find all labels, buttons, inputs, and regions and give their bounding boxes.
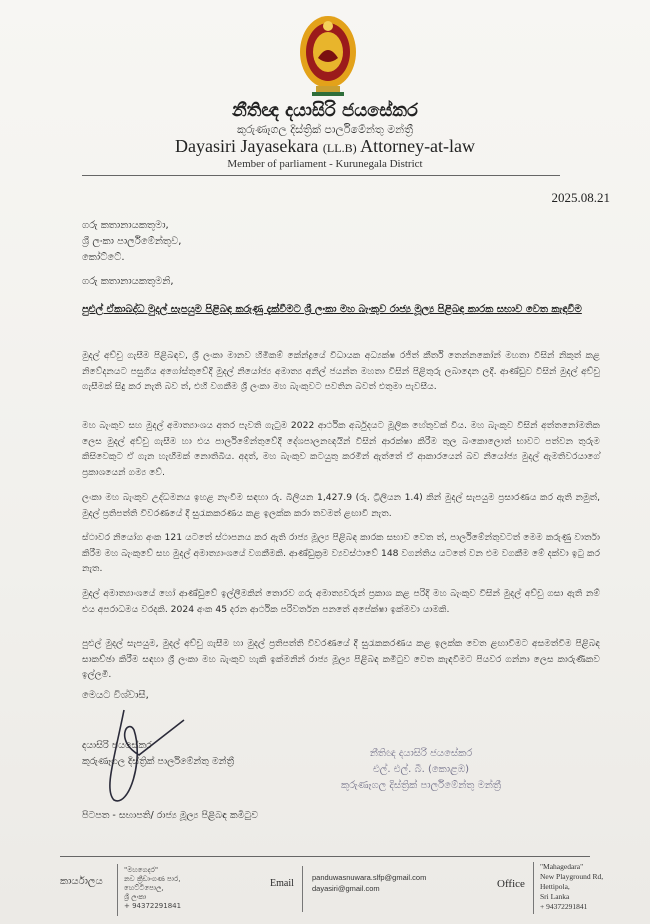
footer-email[interactable]: dayasiri@gmail.com [312, 884, 380, 893]
addressee-line: කෝට්ටේ. [82, 252, 125, 263]
sender-name-english [0, 136, 650, 157]
copy-to-line: පිටපත - සභාපති/ රාජ්‍ය මූල්‍ය පිළිබඳ කමිටුව [82, 810, 259, 821]
sender-name: Dayasiri Jayasekara [174, 136, 319, 156]
signature-title: කුරුණෑගල දිස්ත්‍රික් පාර්ලිමේන්තු මන්ත්‍රී [82, 756, 235, 767]
footer-separator [533, 862, 534, 914]
sender-title-english: Member of parliament - Kurunegala District [227, 158, 423, 170]
sender-profession: Attorney-at-law [360, 136, 476, 156]
sender-name-sinhala: නීතිඥ දයාසිරි ජයසේකර [232, 100, 418, 121]
footer-address-line: + 94372291841 [540, 902, 588, 911]
footer-address-sinhala [124, 866, 181, 911]
header-divider [82, 175, 560, 176]
footer-address-line: ශ්‍රී ලංකා [124, 893, 147, 901]
footer-email[interactable]: panduwasnuwara.slfp@gmail.com [312, 873, 427, 882]
sender-degree: (LL.B) [322, 141, 357, 155]
official-stamp [296, 746, 546, 794]
footer-address-line: "Mahagedara" [540, 862, 584, 871]
footer-divider [60, 856, 590, 857]
body-paragraph: මහ බැංකුව සහ මුදල් අමාත්‍යාංශය අතර පැවති ගැටුම 2022 ආර්ථික අර්බුදයට මූලික හේතුවක් විය. මහ බැංකුව විසින් අත්තනෝමතික ලෙස මුදල් අච්චු ගැසීම හා එය පාර්ලිමේන්තුවේදී දේශපාලනඥයින් විසින් ආරක්ෂා කිරීම තුල බංකොලොත් භාවට පත්වන තුරුම කිසිවෙකුට ඒ ගැන හැඟීමක් නොතිබිය. අදත්, මහ බැංකුව කටයුතු කරමින් ඇත්තේ ඒ ආකාරයෙන් බව නියෝජ්‍ය මුදල් ඇමතිවරයාගේ ප්‍රකාශයෙන් ගම්‍ය වේ. [82, 420, 600, 478]
letter-subject: පුළුල් ඒකාබද්ධ මුදල් සැපයුම පිළිබඳ කරුණු දැක්වීමට ශ්‍රී ලංකා මහ බැංකුව රාජ්‍ය මූල්‍ය පිළිබඳ කාරක සභාව වෙත කැඳවීම [82, 304, 582, 315]
footer-office-label-sinhala: කාර්යාලය [60, 876, 103, 887]
stamp-line: එල්. එල්. බී. (කොළඹ) [372, 764, 470, 775]
salutation: ගරු කතානායකතුමනි, [82, 276, 174, 287]
footer-separator [302, 866, 303, 912]
footer-address-line: "මහගෙදර" [124, 866, 159, 874]
addressee-line: ගරු කතානායකතුමා, [82, 220, 169, 231]
footer-address-line: නව ක්‍රීඩාංගණ පාර, [124, 875, 181, 883]
footer-address-line: Hettipola, [540, 882, 570, 891]
footer-office-label-english: Office [497, 878, 525, 890]
sri-lanka-emblem-icon [296, 12, 360, 100]
closing-line: මෙයට විශ්වාසී, [82, 690, 149, 701]
sender-title-sinhala: කුරුණෑගල දිස්ත්‍රික් පාර්ලිමේන්තු මන්ත්‍රී [236, 123, 414, 136]
addressee-block [82, 218, 181, 266]
signature-block [82, 738, 234, 770]
footer-separator [117, 864, 118, 916]
body-paragraph: මුදල් අමාත්‍යාංශයේ හෝ ආණ්ඩුවේ ඉල්ලීමකින් තොරව ගරු අමාත්‍යවරුන් ප්‍රකාශ කළ පරිදි මහ බැංකුව විසින් මුදල් අච්චු ගසා ඇති නම් එය අපරාධමය වරදකි. 2024 අංක 45 දරන ආර්ථික පරිවර්තන පනතේ අපේක්ෂා ඉක්මවා යාමකි. [82, 588, 600, 615]
body-paragraph: මුදල් අච්චු ගැසීම පිළිබඳව, ශ්‍රී ලංකා මානව හිමිකම් කේන්ද්‍රයේ විධායක අධ්‍යක්ෂ රජිත් කීර්ති තෙන්නකෝන් මහතා විසින් නිකුත් කළ නිවේදනයට පසුගිය අගෝස්තුවේදී මුදල් නියෝජ්‍ය අමාත්‍ය අනිල් ජයන්ත මහතා විසින් පිළිතුරු ලබාදෙන ලදී. ආණ්ඩුව විසින් මුදල් අච්චු ගැසීමක් සිදු කර නැති බව ත්, එහි වගකීම ශ්‍රී ලංකා මහ බැංකුවට පවතින බවත් එතුමා පැවසීය. [82, 350, 600, 392]
footer-emails [312, 872, 426, 894]
footer-address-line: + 94372291841 [124, 902, 182, 910]
signature-name: දයාසිරි ජයසේකර [82, 740, 152, 751]
addressee-line: ශ්‍රී ලංකා පාර්ලිමේන්තුව, [82, 236, 182, 247]
body-paragraph: ලංකා මහ බැංකුව උද්ධමනය ඉහළ නැංවීම සඳහා රු. බිලියන 1,427.9 (රු. ට්‍රිලියන 1.4) කින් මුදල් සැපයුම ප්‍රසාරණය කර ඇති නමුත්, මුදල් ප්‍රතිපත්ති විවරණයේ දී සුරැකකරණය කළ ඉලක්ක කරා තවමත් ළඟාවී නැත. [82, 492, 600, 519]
footer-address-line: Sri Lanka [540, 892, 570, 901]
footer-address-line: හෙට්ටිපොල, [124, 884, 164, 892]
footer-address-line: New Playground Rd, [540, 872, 604, 881]
footer-address-english [540, 862, 603, 912]
stamp-line: කුරුණෑගල දිස්ත්‍රික් පාර්ලිමේන්තු මන්ත්‍රී [340, 780, 502, 791]
body-paragraph: ස්ථාවර නියෝග අංක 121 යටතේ ස්ථාපනය කර ඇති රාජ්‍ය මූල්‍ය පිළිබඳ කාරක සභාව වෙත ත්, පාර්ලිමේන්තුවටත් මෙම කරුණු වාර්තා කිරීම මහ බැංකුවේ සහ මුදල් අමාත්‍යාංශයේ වගකීමකි. ආණ්ඩුක්‍රම ව්‍යවස්ථාවේ 148 වගන්තිය යටතේ වන එම වගකීම මේ දක්වා ඉටු කර නැත. [82, 532, 600, 574]
letter-date: 2025.08.21 [551, 190, 610, 205]
footer-email-label: Email [270, 878, 294, 889]
body-paragraph: පුළුල් මුදල් සැපයුම, මුදල් අච්චු ගැසීම හා මුදල් ප්‍රතිපත්ති විවරණයේ දී සුරැකකරණය කළ ඉලක්ක වෙත ළඟාවීමට අසමත්වීම පිළිබඳ සාකච්ඡා කිරීම සඳහා ශ්‍රී ලංකා මහ බැංකුව හැකි ඉක්මනින් රාජ්‍ය මූල්‍ය පිළිබඳ කමිටුව වෙත කැඳවීමට පියවර ගන්නා ලෙස කාරුණිකව ඉල්ලමි. [82, 638, 600, 680]
stamp-line: නීතිඥ දයාසිරි ජයසේකර [369, 748, 473, 759]
